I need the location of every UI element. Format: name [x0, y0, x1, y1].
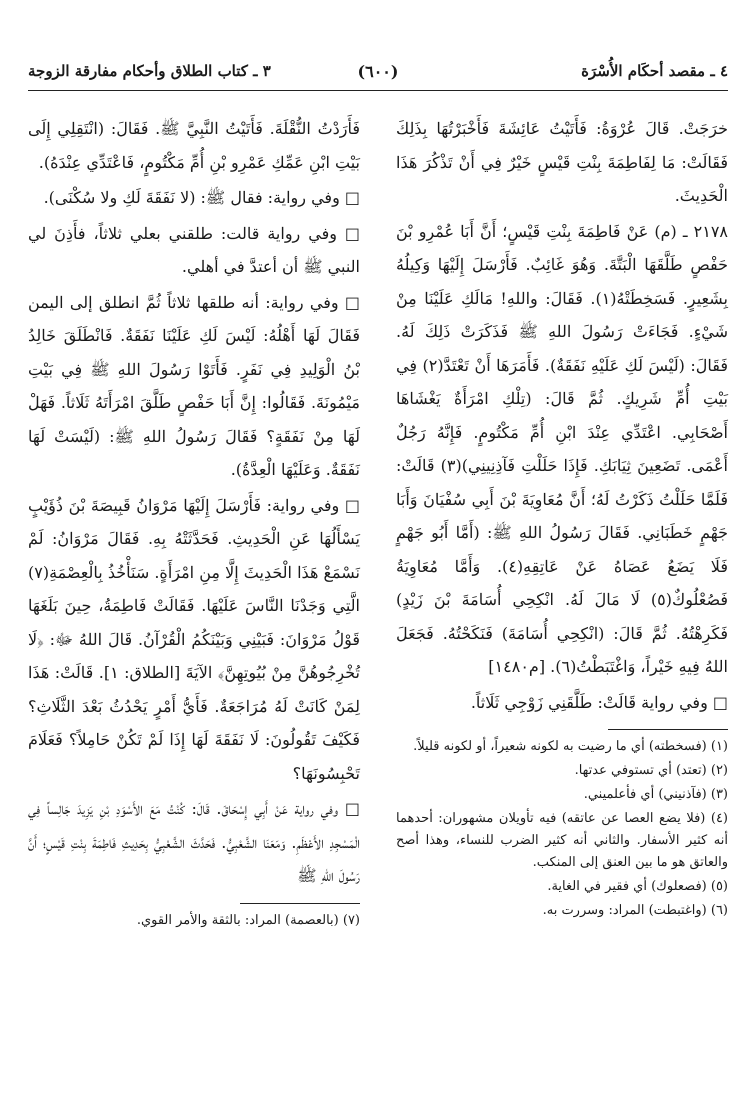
- footnote: (٥) (فصعلوك) أي فقير في الغاية.: [547, 879, 728, 894]
- paragraph: □ وفي رواية: فقال ﷺ: (لا نَفَقَةَ لَكِ ولا سُكْنَى).: [43, 188, 360, 207]
- paragraph: □ وفي رواية: فَأَرْسَلَ إِلَيْهَا مَرْوَانُ قَبِيصَةَ بْنَ ذُؤَيْبٍ يَسْأَلُهَا عَنِ الْحَدِيثِ. فَحَدَّثَتْهُ بِهِ. فَقَالَ مَرْوَانُ: لَمْ نَسْمَعْ هَذَا الْحَدِيثَ إِلَّا مِنِ امْرَأَةٍ. سَنَأْخُذُ بِالْعِصْمَةِ(٧) الَّتِي وَجَدْنَا النَّاسَ عَلَيْهَا. فَقَالَتْ فَاطِمَةُ، حِينَ بَلَغَهَا قَوْلُ مَرْوَانَ: فَبَيْنِي وَبَيْنَكُمُ الْقُرْآنُ. قَالَ اللهُ ﷻ: ﴿لَا تُخْرِجُوهُنَّ مِنْ بُيُوتِهِنَّ﴾ الآيَةَ [الطلاق: ١]. قَالَتْ: هَذَا لِمَنْ كَانَتْ لَهُ مُرَاجَعَةٌ. فَأَيُّ أَمْرٍ يَحْدُثُ بَعْدَ الثَّلَاثِ؟ فَكَيْفَ تَقُولُونَ: لَا نَفَقَةَ لَهَا إِذَا لَمْ تَكُنْ حَامِلاً؟ فَعَلَامَ تَحْبِسُونَهَا؟: [28, 495, 360, 783]
- header-section-title: ٤ ـ مقصد أحكَام الأُسْرَة: [581, 62, 728, 80]
- left-column: [28, 112, 360, 934]
- paragraph: □ وفي رواية: أنه طلقها ثلاثاً ثُمَّ انطلق إلى اليمن فَقَالَ لَهَا أَهْلُهُ: لَيْسَ لَكِ عَلَيْنَا نَفَقَةٌ. فَانْطَلَقَ خَالِدُ بْنُ الْوَلِيدِ فِي نَفَرٍ. فَأَتَوْا رَسُولَ اللهِ ﷺ فِي بَيْتِ مَيْمُونَةَ. فَقَالُوا: إِنَّ أَبَا حَفْصٍ طَلَّقَ امْرَأَتَهُ ثَلَاثاً. فَهَلْ لَهَا مِنْ نَفَقَةٍ؟ فَقَالَ رَسُولُ اللهِ ﷺ: (لَيْسَتْ لَهَا نَفَقَةٌ. وَعَلَيْهَا الْعِدَّةُ).: [28, 292, 360, 479]
- footnote-rule: [240, 903, 360, 904]
- footnote: (٦) (واغتبطت) المراد: وسررت به.: [542, 903, 728, 918]
- paragraph: فَأَرَدْتُ النُّقْلَةَ. فَأَتَيْتُ النَّبِيَّ ﷺ. فَقَالَ: (انْتَقِلِي إِلَى بَيْتِ ابْنِ عَمِّكِ عَمْرِو بْنِ أُمِّ مَكْتُومٍ، فَاعْتَدِّي عِنْدَهُ).: [28, 119, 360, 172]
- hadith-2178: ٢١٧٨ ـ (م) عَنْ فَاطِمَةَ بِنْتِ قَيْسٍ؛ أَنَّ أَبَا عُمْرِو بْنَ حَفْصٍ طَلَّقَهَا الْبَتَّةَ. وَهُوَ غَائِبٌ. فَأَرْسَلَ إِلَيْهَا وَكِيلُهُ بِشَعِيرٍ. فَسَخِطَتْهُ(١). فَقَالَ: واللهِ! مَالَكِ عَلَيْنَا مِنْ شَيْءٍ. فَجَاءَتْ رَسُولَ اللهِ ﷺ فَذَكَرَتْ ذَلِكَ لَهُ. فَقَالَ: (لَيْسَ لَكِ عَلَيْهِ نَفَقَةٌ). فَأَمَرَهَا أَنْ تَعْتَدَّ(٢) فِي بَيْتِ أُمِّ شَرِيكٍ. ثُمَّ قَالَ: (تِلْكِ امْرَأَةٌ يَغْشَاهَا أَصْحَابِي. اعْتَدِّي عِنْدَ ابْنِ أُمِّ مَكْتُومٍ. فَإِنَّهُ رَجُلٌ أَعْمَى. تَضَعِينَ ثِيَابَكِ. فَإِذَا حَلَلْتِ فَآذِنِينِي)(٣) قَالَتْ: فَلَمَّا حَلَلْتُ ذَكَرْتُ لَهُ؛ أَنَّ مُعَاوِيَةَ بْنَ أَبِي سُفْيَانَ وَأَبَا جَهْمٍ خَطَبَانِي. فَقَالَ رَسُولُ اللهِ ﷺ: (أَمَّا أَبُو جَهْمٍ فَلَا يَضَعُ عَصَاهُ عَنْ عَاتِقِهِ(٤). وَأَمَّا مُعَاوِيَةُ فَصُعْلُوكٌ(٥) لَا مَالَ لَهُ. انْكِحِي أُسَامَةَ بْنَ زَيْدٍ) فَكَرِهْتُهُ. ثُمَّ قَالَ: (انْكِحِي أُسَامَةَ) فَنَكَحْتُهُ. فَجَعَلَ اللهُ فِيهِ خَيْراً، وَاغْتَبَطْتُ(٦). [م١٤٨٠]: [396, 221, 729, 676]
- paragraph: خرَجَتْ. قَالَ عُرْوَةُ: فَأَتَيْتُ عَائِشَةَ فَأَخْبَرْتُهَا بِذَلِكَ فَقَالَتْ: مَا لِفَاطِمَةَ بِنْتِ قَيْسٍ خَيْرٌ فِي أَنْ تَذْكُرَ هَذَا الْحَدِيثَ.: [396, 119, 728, 205]
- footnote: (٢) (تعتد) أي تستوفي عدتها.: [574, 763, 728, 778]
- header-rule: [28, 90, 728, 91]
- paragraph: □ وفي رواية قالت: طلقني بعلي ثلاثاً، فأَذِنَ لي النبي ﷺ أن أعتدَّ في أهلي.: [28, 223, 360, 276]
- footnote: (٣) (فآذنيني) أي فأعلميني.: [583, 787, 728, 802]
- page-header: [28, 62, 728, 92]
- paragraph: □ وفي رواية قَالَتْ: طَلَّقَنِي زَوْجِي ثَلَاثاً.: [470, 692, 728, 712]
- page-number: (٦٠٠): [357, 62, 399, 81]
- book-page: [28, 52, 728, 1092]
- right-column: [396, 112, 728, 924]
- footnote: (٤) (فلا يضع العصا عن عاتقه) فيه تأويلان مشهوران: أحدهما أنه كثير الأسفار. والثاني أنه كثير الضرب للنساء، وهذا أصح والعاتق هو ما بين العنق إلى المنكب.: [396, 811, 728, 870]
- footnote: (١) (فسخطته) أي ما رضيت به لكونه شعيراً، أو لكونه قليلاً.: [413, 739, 728, 754]
- header-chapter-title: ٣ ـ كتاب الطلاق وأحكام مفارقة الزوجة: [28, 62, 271, 80]
- footnote: (٧) (بالعصمة) المراد: بالثقة والأمر القوي.: [136, 912, 360, 928]
- paragraph: □ وفي رواية عَنْ أَبِي إِسْحَاقَ. قَالَ: كُنْتُ مَعَ الأَسْوَدِ بْنِ يَزِيدَ جَالِساً فِي الْمَسْجِدِ الأَعْظَمِ. وَمَعَنَا الشَّعْبِيُّ. فَحَدَّثَ الشَّعْبِيُّ بِحَدِيثِ فَاطِمَةَ بِنْتِ قَيْسٍ؛ أَنَّ رَسُولَ اللهِ ﷺ: [28, 799, 360, 885]
- footnote-rule: [608, 729, 728, 730]
